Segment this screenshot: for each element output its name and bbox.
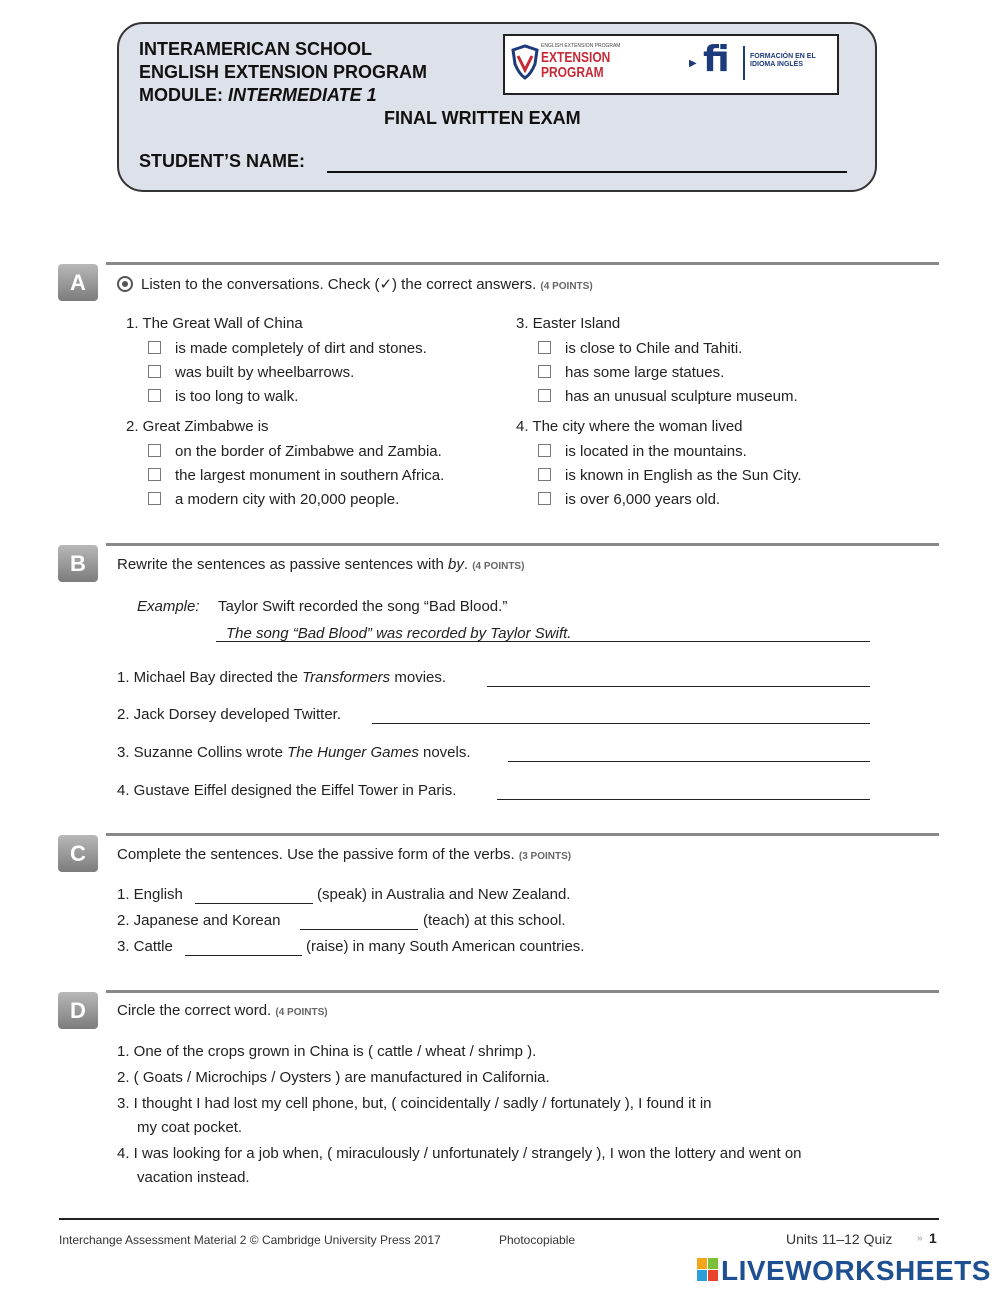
question-prompt: 1. The Great Wall of China	[126, 315, 303, 332]
rewrite-item-1: 1. Michael Bay directed the Transformers movies.	[117, 669, 447, 686]
liveworksheets-logo-icon	[697, 1258, 719, 1282]
logo-extension: EXTENSION PROGRAM	[541, 49, 611, 81]
answer-line[interactable]	[497, 799, 870, 800]
question-prompt: 3. Easter Island	[516, 315, 621, 332]
rewrite-item-4: 4. Gustave Eiffel designed the Eiffel Tower in Paris.	[117, 782, 457, 799]
answer-option: is located in the mountains.	[565, 443, 747, 460]
section-a-rule	[106, 262, 939, 265]
liveworksheets-brand: LIVEWORKSHEETS	[721, 1255, 991, 1286]
question-prompt: 2. Great Zimbabwe is	[126, 418, 269, 435]
answer-option: the largest monument in southern Africa.	[175, 467, 445, 484]
passive-item-1-verb: (speak) in Australia and New Zealand.	[317, 886, 571, 903]
section-c-badge: C	[58, 835, 98, 872]
section-b-rule	[106, 543, 939, 546]
answer-line[interactable]	[372, 723, 870, 724]
answer-option: is over 6,000 years old.	[565, 491, 721, 508]
question-prompt: 4. The city where the woman lived	[516, 418, 743, 435]
answer-checkbox[interactable]	[148, 365, 161, 378]
footer-rule	[59, 1218, 939, 1220]
answer-option: is close to Chile and Tahiti.	[565, 340, 743, 357]
exam-header	[117, 22, 877, 192]
circle-item-4-cont: vacation instead.	[137, 1169, 250, 1186]
page-number: 1	[929, 1230, 937, 1246]
student-name-label: STUDENT’S NAME:	[139, 151, 305, 171]
rewrite-item-3: 3. Suzanne Collins wrote The Hunger Games novels.	[117, 744, 471, 761]
section-a-badge: A	[58, 264, 98, 301]
answer-option: a modern city with 20,000 people.	[175, 491, 400, 508]
circle-item-2[interactable]: 2. ( Goats / Microchips / Oysters ) are manufactured in California.	[117, 1069, 550, 1086]
answer-option: has an unusual sculpture museum.	[565, 388, 798, 405]
section-d-instruction: Circle the correct word. (4 POINTS)	[117, 1002, 328, 1019]
section-d-rule	[106, 990, 939, 993]
circle-item-4[interactable]: 4. I was looking for a job when, ( miraculously / unfortunately / strangely ), I won the lottery and went on	[117, 1145, 802, 1162]
rewrite-item-2: 2. Jack Dorsey developed Twitter.	[117, 706, 342, 723]
passive-item-3: 3. Cattle	[117, 938, 173, 955]
answer-option: is known in English as the Sun City.	[565, 467, 802, 484]
passive-item-1: 1. English	[117, 886, 183, 903]
passive-item-2: 2. Japanese and Korean	[117, 912, 281, 929]
answer-checkbox[interactable]	[538, 365, 551, 378]
student-name-field[interactable]	[327, 171, 847, 173]
section-b-instruction: Rewrite the sentences as passive sentences with by. (4 POINTS)	[117, 556, 525, 573]
answer-checkbox[interactable]	[538, 444, 551, 457]
answer-checkbox[interactable]	[538, 468, 551, 481]
answer-checkbox[interactable]	[148, 444, 161, 457]
exam-title: FINAL WRITTEN EXAM	[384, 108, 581, 128]
answer-checkbox[interactable]	[148, 468, 161, 481]
answer-option: is too long to walk.	[175, 388, 299, 405]
answer-option: on the border of Zimbabwe and Zambia.	[175, 443, 442, 460]
section-c-instruction: Complete the sentences. Use the passive form of the verbs. (3 POINTS)	[117, 846, 572, 863]
logo-divider	[743, 46, 745, 80]
blank-input[interactable]	[300, 929, 418, 930]
answer-option: has some large statues.	[565, 364, 725, 381]
passive-item-3-verb: (raise) in many South American countries.	[306, 938, 585, 955]
answer-checkbox[interactable]	[148, 341, 161, 354]
circle-item-3[interactable]: 3. I thought I had lost my cell phone, but, ( coincidentally / sadly / fortunately ), I found it in	[117, 1095, 712, 1112]
answer-option: was built by wheelbarrows.	[175, 364, 355, 381]
photocopiable: Photocopiable	[499, 1233, 576, 1247]
answer-line[interactable]	[508, 761, 870, 762]
footer-separator: »	[917, 1233, 923, 1244]
answer-line[interactable]	[487, 686, 870, 687]
copyright: Interchange Assessment Material 2 © Cambridge University Press 2017	[59, 1233, 441, 1247]
section-b-badge: B	[58, 545, 98, 582]
section-c-rule	[106, 833, 939, 836]
circle-item-1[interactable]: 1. One of the crops grown in China is ( cattle / wheat / shrimp ).	[117, 1043, 537, 1060]
section-a-instruction: Listen to the conversations. Check (✓) the correct answers. (4 POINTS)	[117, 275, 593, 293]
fi-logo: fi	[703, 39, 730, 80]
school-name: INTERAMERICAN SCHOOL	[139, 39, 372, 59]
example-answer: The song “Bad Blood” was recorded by Taylor Swift.	[226, 625, 572, 642]
audio-icon[interactable]	[117, 276, 133, 292]
shield-logo-icon	[511, 44, 539, 80]
answer-checkbox[interactable]	[538, 341, 551, 354]
logo-small-text: ENGLISH EXTENSION PROGRAM	[541, 43, 621, 49]
program-logo	[503, 34, 839, 95]
example-label: Example:	[137, 598, 200, 615]
passive-item-2-verb: (teach) at this school.	[423, 912, 566, 929]
play-arrow-icon: ▶	[689, 58, 697, 69]
fi-logo-text: FORMACIÓN EN EL IDIOMA INGLÉS	[750, 53, 816, 68]
circle-item-3-cont: my coat pocket.	[137, 1119, 243, 1136]
program-name: ENGLISH EXTENSION PROGRAM	[139, 62, 428, 82]
answer-checkbox[interactable]	[538, 389, 551, 402]
answer-option: is made completely of dirt and stones.	[175, 340, 427, 357]
answer-checkbox[interactable]	[148, 492, 161, 505]
section-d-badge: D	[58, 992, 98, 1029]
example-sentence: Taylor Swift recorded the song “Bad Blood.”	[218, 598, 508, 615]
answer-checkbox[interactable]	[148, 389, 161, 402]
module-line: MODULE: INTERMEDIATE 1	[139, 85, 377, 105]
blank-input[interactable]	[195, 903, 313, 904]
answer-checkbox[interactable]	[538, 492, 551, 505]
quiz-label: Units 11–12 Quiz	[786, 1231, 893, 1247]
blank-input[interactable]	[185, 955, 302, 956]
